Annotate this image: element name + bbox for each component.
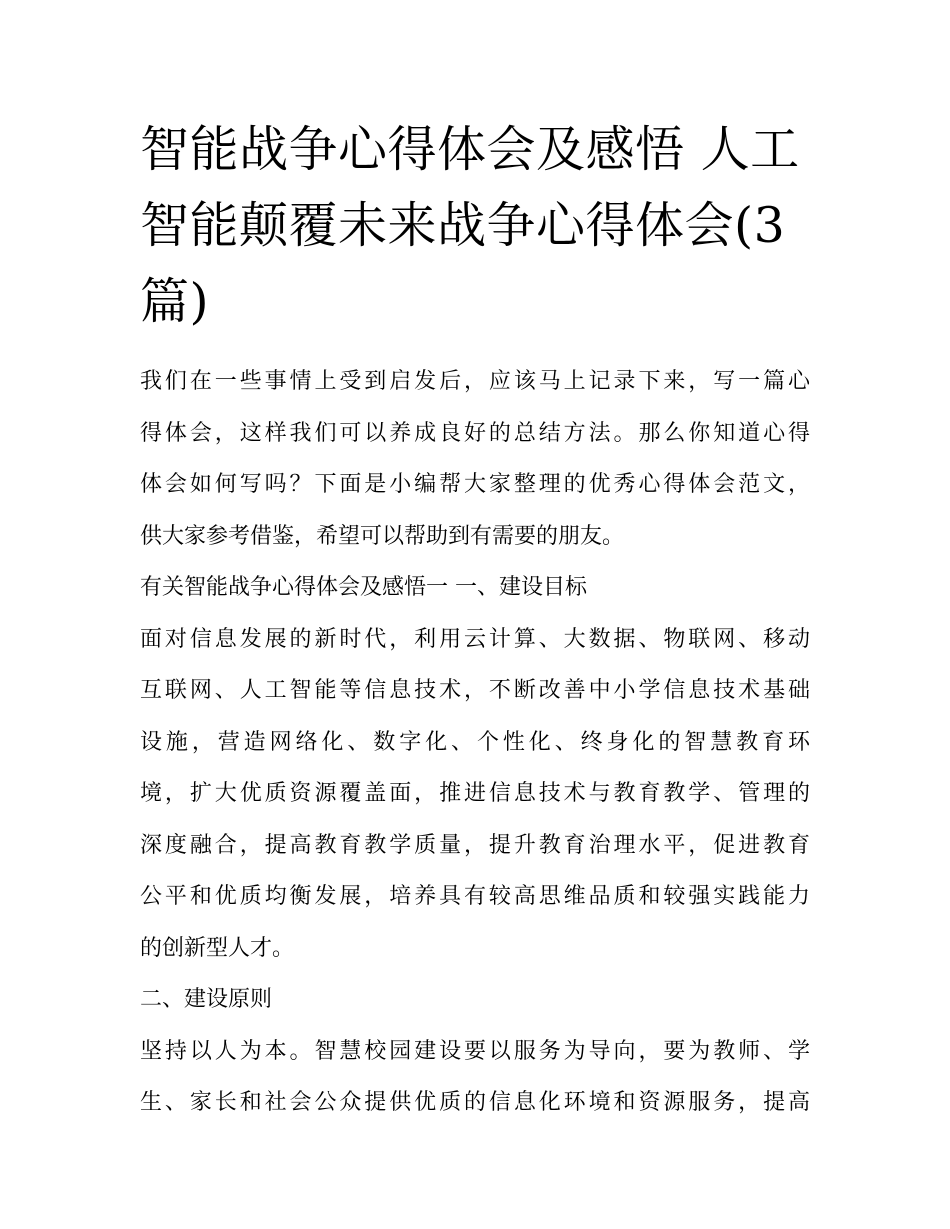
title-line: 智能颠覆未来战争心得体会(3 bbox=[140, 197, 786, 254]
body-line: 得体会，这样我们可以养成良好的总结方法。那么你知道心得 bbox=[140, 420, 810, 446]
document-body bbox=[140, 356, 830, 1129]
body-line: 设施，营造网络化、数字化、个性化、终身化的智慧教育环 bbox=[140, 729, 810, 755]
body-line: 生、家长和社会公众提供优质的信息化环境和资源服务，提高 bbox=[140, 1090, 810, 1115]
body-line: 坚持以人为本。智慧校园建设要以服务为导向，要为教师、学 bbox=[140, 1038, 810, 1064]
body-line: 公平和优质均衡发展，培养具有较高思维品质和较强实践能力 bbox=[140, 884, 810, 909]
body-line: 深度融合，提高教育教学质量，提升教育治理水平，促进教育 bbox=[140, 832, 810, 858]
body-line: 的创新型人才。 bbox=[140, 935, 295, 961]
title-line: 篇) bbox=[140, 273, 210, 330]
body-line: 互联网、人工智能等信息技术，不断改善中小学信息技术基础 bbox=[140, 678, 810, 703]
section-heading: 有关智能战争心得体会及感悟一 一、建设目标 bbox=[140, 575, 587, 600]
body-line: 供大家参考借鉴，希望可以帮助到有需要的朋友。 bbox=[140, 523, 625, 549]
body-line: 我们在一些事情上受到启发后，应该马上记录下来，写一篇心 bbox=[140, 369, 810, 394]
section-heading: 二、建设原则 bbox=[140, 987, 273, 1012]
body-line: 体会如何写吗？下面是小编帮大家整理的优秀心得体会范文， bbox=[140, 472, 810, 497]
title-line: 智能战争心得体会及感悟 人工 bbox=[140, 121, 800, 178]
body-line: 面对信息发展的新时代，利用云计算、大数据、物联网、移动 bbox=[140, 626, 810, 652]
document-title bbox=[140, 112, 820, 340]
body-line: 境，扩大优质资源覆盖面，推进信息技术与教育教学、管理的 bbox=[140, 781, 810, 806]
